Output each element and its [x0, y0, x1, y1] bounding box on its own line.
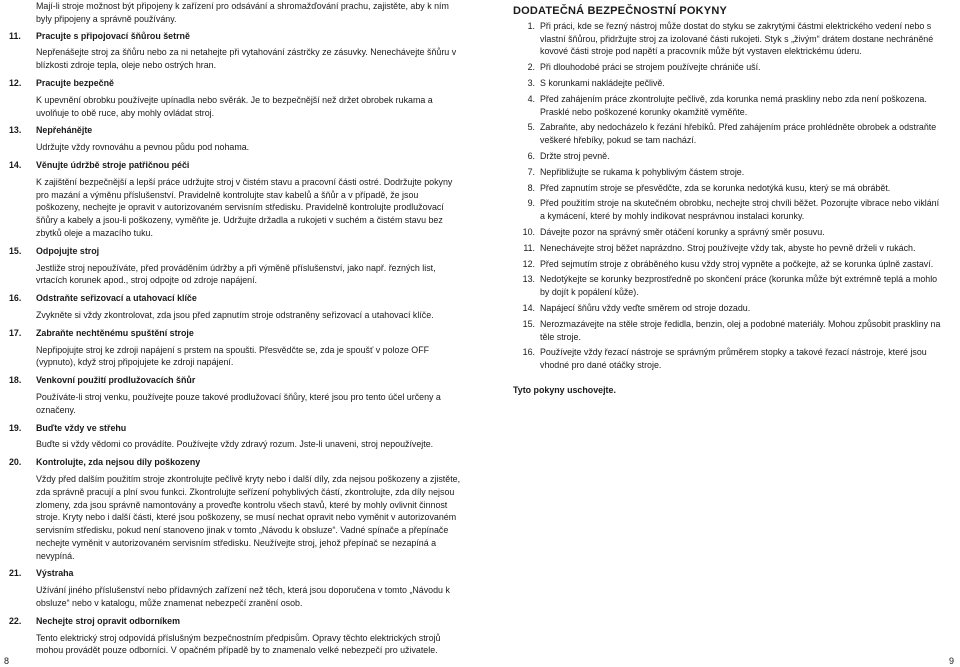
- list-item: [513, 346, 945, 372]
- section-paragraph: Buďte si vždy vědomi co provádíte. Používejte vždy zdravý rozum. Jste-li unaveni, stroj nepoužívejte.: [36, 439, 434, 450]
- list-item-number: 15.: [522, 318, 535, 329]
- list-item-text: Před zapnutím stroje se přesvědčte, zda se korunka nedotýká kusu, který se má obrábět.: [540, 182, 891, 193]
- section: [9, 456, 465, 562]
- section-title: Zabraňte nechtěnému spuštění stroje: [36, 327, 194, 338]
- section-paragraph: K zajištění bezpečnější a lepší práce udržujte stroj v čistém stavu a pracovní části ostré. Dodržujte pokyny pro mazání a výměnu příslušenství. Pravidelně kontrolujte stav kabelů a šňůr a v případě, že jsou poškozeny, nechejte je opravit v autorizovaném servisním středisku. Pravidelně kontrolujte prodlužovací šňůry a kabely a jsou-li poškozeny, vyměňte je. Udržujte držadla a rukojeti v suchém a čistém stavu bez zbytků oleje a mazacího tuku.: [36, 176, 453, 238]
- section-title: Venkovní použití prodlužovacích šňůr: [36, 375, 196, 386]
- section: [9, 30, 465, 72]
- list-item: [513, 258, 945, 271]
- section-number: 19.: [9, 422, 22, 433]
- section-number: 15.: [9, 245, 22, 256]
- list-item-number: 8.: [527, 182, 535, 193]
- section: [9, 374, 465, 416]
- page-number-right: 9: [948, 656, 954, 666]
- section-title: Pracujte bezpečně: [36, 77, 114, 88]
- list-item-text: Nepřibližujte se rukama k pohyblivým částem stroje.: [540, 166, 745, 177]
- list-item: [513, 121, 945, 147]
- section-paragraph: Udržujte vždy rovnováhu a pevnou půdu pod nohama.: [36, 142, 250, 153]
- list-item-text: Nenechávejte stroj běžet naprázdno. Stroj používejte vždy tak, abyste ho pevně drželi v rukách.: [540, 242, 916, 253]
- section-title: Nechejte stroj opravit odborníkem: [36, 615, 181, 626]
- right-column: [513, 0, 945, 397]
- section: [9, 77, 465, 119]
- list-item-number: 3.: [527, 77, 535, 88]
- section-paragraph: Tento elektrický stroj odpovídá příslušným bezpečnostním předpisům. Opravy těchto elektrických strojů mohou provádět pouze odborníci. V opačném případě by to znamenalo velké nebezpečí pro uživatele.: [36, 632, 441, 656]
- section: [9, 422, 465, 452]
- section-list: [9, 30, 465, 658]
- section-body: [9, 262, 465, 288]
- section: [9, 292, 465, 322]
- section: [9, 615, 465, 657]
- section-title: Odpojujte stroj: [36, 245, 100, 256]
- section-heading: [9, 124, 465, 137]
- section-paragraph: Vždy před dalším použitím stroje zkontrolujte pečlivě kryty nebo i další díly, zda nejsou poškozeny a zjistěte, zda správně pracují a plní svou funkci. Zkontrolujte seřízení pohyblivých částí, zkontrolujte, zda díly nejsou zlomeny, zda jsou správně namontovány a proveďte kontrolu všech stavů, které by mohly ovlivnit činnost stroje. Kryty nebo i další části, které jsou poškozeny, se musí nechat opravit nebo vyměnit v autorizovaném servisním středisku, pokud není stanoveno jinak v tomto „Návodu k obsluze“. Vadné spínače a přepínače nechejte vyměnit v autorizovaném servisním středisku. Neužívejte stroj, jehož přepínač se nezapíná a nevypíná.: [36, 473, 461, 561]
- section-paragraph: Používáte-li stroj venku, používejte pouze takové prodlužovací šňůry, které jsou pro tento účel určeny a označeny.: [36, 391, 441, 415]
- list-item: [513, 182, 945, 195]
- section-number: 11.: [9, 30, 21, 41]
- page-number-left: 8: [4, 656, 10, 666]
- section-number: 14.: [9, 159, 22, 170]
- closing-note: Tyto pokyny uschovejte.: [513, 384, 616, 395]
- section-body: [9, 141, 465, 154]
- section-title: Nepřehánějte: [36, 125, 93, 136]
- list-item: [513, 302, 945, 315]
- list-item-number: 16.: [522, 347, 535, 358]
- section-body: [9, 344, 465, 370]
- section-heading: [9, 245, 465, 258]
- list-item-number: 9.: [527, 198, 535, 209]
- list-item-text: Nedotýkejte se korunky bezprostředně po skončení práce (korunka může být extrémně teplá a mohlo by dojít k popálení kůže).: [540, 274, 938, 298]
- additional-safety-heading: DODATEČNÁ BEZPEČNOSTNÍ POKYNY: [513, 5, 727, 17]
- section-body: [9, 309, 465, 322]
- list-item-text: Dávejte pozor na správný směr otáčení korunky a správný směr posuvu.: [540, 226, 825, 237]
- list-item-number: 2.: [527, 62, 535, 73]
- list-item-number: 10.: [522, 226, 535, 237]
- section: [9, 159, 465, 240]
- list-item-text: Držte stroj pevně.: [540, 150, 610, 161]
- list-item: [513, 318, 945, 344]
- section-paragraph: Nepřipojujte stroj ke zdroji napájení s prstem na spoušti. Přesvědčte se, zda je spoušť v poloze OFF (vypnuto), když stroj připojujete ke zdroji napájení.: [36, 344, 430, 368]
- list-item-number: 4.: [527, 93, 535, 104]
- section-body: [9, 584, 465, 610]
- section-paragraph: Nepřenášejte stroj za šňůru nebo za ni netahejte při vytahování zástrčky ze zásuvky. Nenechávejte šňůru v blízkosti zdroje tepla, oleje nebo ostrých hran.: [36, 47, 457, 71]
- section-paragraph: Zvykněte si vždy zkontrolovat, zda jsou před zapnutím stroje odstraněny seřizovací a utahovací klíče.: [36, 309, 434, 320]
- list-item-text: Před zahájením práce zkontrolujte pečlivě, zda korunka nemá praskliny nebo zda není poškozena. Prasklé nebo poškozené korunky okamžitě vyměňte.: [540, 93, 927, 117]
- section-heading: [9, 615, 465, 628]
- list-item: [513, 93, 945, 119]
- section-body: [9, 391, 465, 417]
- numbered-list: [513, 20, 945, 372]
- section-title: Věnujte údržbě stroje patřičnou péči: [36, 159, 190, 170]
- list-item-number: 13.: [522, 274, 535, 285]
- list-item-number: 12.: [522, 258, 535, 269]
- section-paragraph: K upevnění obrobku používejte upínadla nebo svěrák. Je to bezpečnější než držet obrobek rukama a uvolňuje to obě ruce, aby mohly ovládat stroj.: [36, 94, 433, 118]
- list-item-text: Zabraňte, aby nedocházelo k řezání hřebíků. Před zahájením práce prohlédněte obrobek a odstraňte veškeré hřebíky, pokud se tam nachází.: [540, 122, 937, 146]
- list-item: [513, 273, 945, 299]
- list-item: [513, 166, 945, 179]
- section-title: Odstraňte seřizovací a utahovací klíče: [36, 293, 197, 304]
- list-item-text: Při dlouhodobé práci se strojem používejte chrániče uší.: [540, 62, 761, 73]
- section: [9, 245, 465, 287]
- section-paragraph: Užívání jiného příslušenství nebo přídavných zařízení než těch, která jsou doporučena v tomto „Návodu k obsluze“ nebo v katalogu, může znamenat nebezpečí zranění osob.: [36, 585, 450, 609]
- list-item-text: Při práci, kde se řezný nástroj může dostat do styku se zakrytými částmi elektrického vedení nebo s vlastní šňůrou, přidržujte stroj za izolované části rukojeti. Styk s „živým“ drátem dostane nechráněné kovové části stroje pod napětí a pracovník může být vystaven elektrickému úderu.: [540, 20, 934, 57]
- section: [9, 567, 465, 609]
- section-heading: [9, 567, 465, 580]
- section-heading: [9, 422, 465, 435]
- section-number: 16.: [9, 293, 22, 304]
- list-item-number: 11.: [523, 242, 535, 253]
- list-item-number: 5.: [527, 122, 535, 133]
- section-body: [9, 94, 465, 120]
- section-heading: [9, 456, 465, 469]
- section-heading: [9, 292, 465, 305]
- section-heading: [9, 30, 465, 43]
- section-title: Výstraha: [36, 568, 74, 579]
- list-item-text: Používejte vždy řezací nástroje se správným průměrem stopky a takové řezací nástroje, které jsou vhodné pro dané otáčky stroje.: [540, 347, 927, 371]
- list-item-text: Nerozmazávejte na stěle stroje ředidla, benzin, olej a podobné materiály. Mohou způsobit praskliny na těle stroje.: [540, 318, 941, 342]
- section-heading: [9, 327, 465, 340]
- list-item-number: 6.: [527, 150, 535, 161]
- list-item-number: 14.: [522, 302, 535, 313]
- list-item: [513, 242, 945, 255]
- intro-paragraph: Mají-li stroje možnost být připojeny k zařízení pro odsávání a shromažďování prachu, zajistěte, aby k ním byly připojeny a správně používány.: [36, 1, 449, 24]
- section-heading: [9, 77, 465, 90]
- list-item-text: Před sejmutím stroje z obráběného kusu vždy stroj vypněte a počkejte, až se korunka úplně zastaví.: [540, 258, 934, 269]
- list-item: [513, 20, 945, 58]
- list-item: [513, 226, 945, 239]
- section-title: Buďte vždy ve střehu: [36, 422, 127, 433]
- list-item-number: 1.: [527, 20, 535, 31]
- section-number: 13.: [9, 125, 22, 136]
- section-body: [9, 473, 465, 563]
- section-paragraph: Jestliže stroj nepoužíváte, před prováděním údržby a při výměně příslušenství, jako např. řezných list, vrtacích korunek apod., stroj odpojte od zdroje napájení.: [36, 262, 436, 286]
- section-number: 18.: [9, 375, 22, 386]
- section-number: 21.: [9, 568, 22, 579]
- list-item-text: Napájecí šňůru vždy veďte směrem od stroje dozadu.: [540, 302, 751, 313]
- section-body: [9, 46, 465, 72]
- section-title: Kontrolujte, zda nejsou díly poškozeny: [36, 457, 201, 468]
- section-title: Pracujte s připojovací šňůrou šetrně: [36, 30, 190, 41]
- section-body: [9, 632, 465, 658]
- section-body: [9, 438, 465, 451]
- list-item-number: 7.: [527, 166, 535, 177]
- list-item-text: S korunkami nakládejte pečlivě.: [540, 77, 665, 88]
- section-heading: [9, 374, 465, 387]
- list-item: [513, 61, 945, 74]
- section-number: 20.: [9, 457, 22, 468]
- section-heading: [9, 159, 465, 172]
- list-item: [513, 197, 945, 223]
- section: [9, 327, 465, 369]
- list-item: [513, 77, 945, 90]
- section-number: 12.: [9, 77, 22, 88]
- section-body: [9, 176, 465, 240]
- list-item-text: Před použitím stroje na skutečném obrobku, nechejte stroj chvíli běžet. Pozorujte vibrace nebo viklání a kymácení, které by mohly indikovat nesprávnou instalaci korunky.: [540, 198, 940, 222]
- section-number: 22.: [9, 615, 22, 626]
- list-item: [513, 150, 945, 163]
- section-number: 17.: [9, 327, 22, 338]
- left-column: [9, 0, 465, 662]
- section: [9, 124, 465, 154]
